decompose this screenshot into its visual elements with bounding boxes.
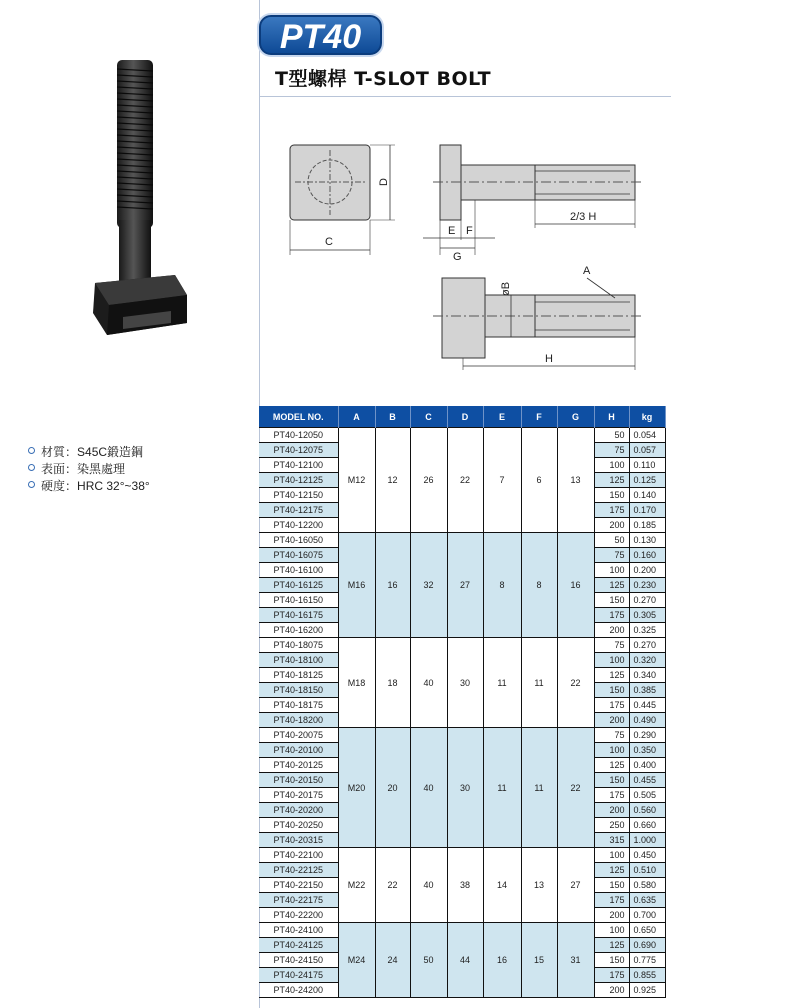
weight-kg-cell: 0.445 bbox=[629, 698, 665, 713]
model-no-cell: PT40-20150 bbox=[259, 773, 338, 788]
dim-h-cell: 315 bbox=[594, 833, 629, 848]
model-no-cell: PT40-24125 bbox=[259, 938, 338, 953]
model-no-cell: PT40-20075 bbox=[259, 728, 338, 743]
model-no-cell: PT40-16075 bbox=[259, 548, 338, 563]
dim-c-cell: 26 bbox=[410, 428, 447, 533]
weight-kg-cell: 0.650 bbox=[629, 923, 665, 938]
dim-g-cell: 16 bbox=[557, 533, 594, 638]
weight-kg-cell: 0.140 bbox=[629, 488, 665, 503]
page-title: T型螺桿 T-SLOT BOLT bbox=[275, 68, 492, 90]
dim-f-cell: 15 bbox=[521, 923, 557, 998]
col-header: kg bbox=[629, 406, 665, 428]
col-header: H bbox=[594, 406, 629, 428]
dim-g-cell: 27 bbox=[557, 848, 594, 923]
dim-d-cell: 22 bbox=[447, 428, 483, 533]
dim-h-cell: 150 bbox=[594, 953, 629, 968]
dim-h-cell: 75 bbox=[594, 638, 629, 653]
dim-h-cell: 50 bbox=[594, 428, 629, 443]
model-no-cell: PT40-12075 bbox=[259, 443, 338, 458]
dim-g-cell: 22 bbox=[557, 728, 594, 848]
dim-g-cell: 31 bbox=[557, 923, 594, 998]
weight-kg-cell: 0.290 bbox=[629, 728, 665, 743]
dim-b-cell: 24 bbox=[375, 923, 410, 998]
product-code-badge: PT40 bbox=[259, 15, 382, 55]
model-no-cell: PT40-22125 bbox=[259, 863, 338, 878]
weight-kg-cell: 0.185 bbox=[629, 518, 665, 533]
dim-b-cell: 12 bbox=[375, 428, 410, 533]
dim-h-cell: 125 bbox=[594, 863, 629, 878]
divider-horizontal bbox=[259, 96, 671, 97]
model-no-cell: PT40-18075 bbox=[259, 638, 338, 653]
dim-d-cell: 38 bbox=[447, 848, 483, 923]
label-a: A bbox=[583, 265, 591, 277]
weight-kg-cell: 0.057 bbox=[629, 443, 665, 458]
weight-kg-cell: 0.054 bbox=[629, 428, 665, 443]
model-no-cell: PT40-16125 bbox=[259, 578, 338, 593]
label-two-thirds-h: 2/3 H bbox=[570, 211, 597, 223]
dim-h-cell: 100 bbox=[594, 458, 629, 473]
dim-e-cell: 7 bbox=[483, 428, 521, 533]
dim-g-cell: 22 bbox=[557, 638, 594, 728]
dim-h-cell: 200 bbox=[594, 803, 629, 818]
dim-a-cell: M12 bbox=[338, 428, 375, 533]
spec-table bbox=[259, 406, 666, 998]
weight-kg-cell: 0.775 bbox=[629, 953, 665, 968]
model-no-cell: PT40-24175 bbox=[259, 968, 338, 983]
table-row bbox=[259, 638, 665, 653]
model-no-cell: PT40-22200 bbox=[259, 908, 338, 923]
col-header: MODEL NO. bbox=[259, 406, 338, 428]
dim-b-cell: 22 bbox=[375, 848, 410, 923]
dim-h-cell: 125 bbox=[594, 578, 629, 593]
model-no-cell: PT40-18150 bbox=[259, 683, 338, 698]
dim-d-cell: 30 bbox=[447, 638, 483, 728]
dim-h-cell: 100 bbox=[594, 563, 629, 578]
bullet-icon bbox=[28, 447, 35, 454]
model-no-cell: PT40-16100 bbox=[259, 563, 338, 578]
model-no-cell: PT40-18175 bbox=[259, 698, 338, 713]
weight-kg-cell: 0.325 bbox=[629, 623, 665, 638]
model-no-cell: PT40-12050 bbox=[259, 428, 338, 443]
spec-surface: 表面：染黑處理 bbox=[28, 461, 150, 478]
weight-kg-cell: 0.110 bbox=[629, 458, 665, 473]
dim-f-cell: 11 bbox=[521, 638, 557, 728]
dim-c-cell: 32 bbox=[410, 533, 447, 638]
weight-kg-cell: 0.450 bbox=[629, 848, 665, 863]
dim-h-cell: 100 bbox=[594, 653, 629, 668]
dim-h-cell: 200 bbox=[594, 713, 629, 728]
weight-kg-cell: 0.510 bbox=[629, 863, 665, 878]
label-e: E bbox=[448, 225, 456, 237]
label-h: H bbox=[545, 353, 553, 365]
model-no-cell: PT40-20200 bbox=[259, 803, 338, 818]
weight-kg-cell: 0.350 bbox=[629, 743, 665, 758]
model-no-cell: PT40-20125 bbox=[259, 758, 338, 773]
spec-material: 材質：S45C鍛造鋼 bbox=[28, 444, 150, 461]
weight-kg-cell: 0.305 bbox=[629, 608, 665, 623]
label-g: G bbox=[453, 251, 462, 263]
model-no-cell: PT40-20250 bbox=[259, 818, 338, 833]
dim-d-cell: 30 bbox=[447, 728, 483, 848]
weight-kg-cell: 0.170 bbox=[629, 503, 665, 518]
model-no-cell: PT40-12175 bbox=[259, 503, 338, 518]
weight-kg-cell: 1.000 bbox=[629, 833, 665, 848]
weight-kg-cell: 0.455 bbox=[629, 773, 665, 788]
label-d: D bbox=[378, 178, 390, 186]
dim-c-cell: 50 bbox=[410, 923, 447, 998]
col-header: C bbox=[410, 406, 447, 428]
dim-c-cell: 40 bbox=[410, 728, 447, 848]
model-no-cell: PT40-20315 bbox=[259, 833, 338, 848]
technical-drawing bbox=[265, 130, 665, 380]
material-specs bbox=[28, 444, 150, 495]
dim-h-cell: 50 bbox=[594, 533, 629, 548]
model-no-cell: PT40-16150 bbox=[259, 593, 338, 608]
dim-e-cell: 14 bbox=[483, 848, 521, 923]
dim-h-cell: 175 bbox=[594, 698, 629, 713]
col-header: B bbox=[375, 406, 410, 428]
dim-f-cell: 13 bbox=[521, 848, 557, 923]
col-header: A bbox=[338, 406, 375, 428]
dim-h-cell: 100 bbox=[594, 848, 629, 863]
dim-h-cell: 150 bbox=[594, 878, 629, 893]
dim-e-cell: 8 bbox=[483, 533, 521, 638]
model-no-cell: PT40-12200 bbox=[259, 518, 338, 533]
weight-kg-cell: 0.125 bbox=[629, 473, 665, 488]
table-row bbox=[259, 428, 665, 443]
dim-h-cell: 100 bbox=[594, 923, 629, 938]
dim-h-cell: 150 bbox=[594, 593, 629, 608]
dim-a-cell: M22 bbox=[338, 848, 375, 923]
t-slot-bolt-photo bbox=[75, 55, 205, 355]
model-no-cell: PT40-16200 bbox=[259, 623, 338, 638]
model-no-cell: PT40-22175 bbox=[259, 893, 338, 908]
dim-e-cell: 16 bbox=[483, 923, 521, 998]
model-no-cell: PT40-22150 bbox=[259, 878, 338, 893]
model-no-cell: PT40-18200 bbox=[259, 713, 338, 728]
dim-h-cell: 200 bbox=[594, 518, 629, 533]
col-header: G bbox=[557, 406, 594, 428]
model-no-cell: PT40-12100 bbox=[259, 458, 338, 473]
model-no-cell: PT40-12125 bbox=[259, 473, 338, 488]
dim-f-cell: 11 bbox=[521, 728, 557, 848]
dim-b-cell: 18 bbox=[375, 638, 410, 728]
table-row bbox=[259, 848, 665, 863]
model-no-cell: PT40-18100 bbox=[259, 653, 338, 668]
weight-kg-cell: 0.270 bbox=[629, 638, 665, 653]
dim-h-cell: 75 bbox=[594, 443, 629, 458]
model-no-cell: PT40-24150 bbox=[259, 953, 338, 968]
dim-h-cell: 175 bbox=[594, 788, 629, 803]
weight-kg-cell: 0.925 bbox=[629, 983, 665, 998]
dim-h-cell: 150 bbox=[594, 683, 629, 698]
dim-h-cell: 125 bbox=[594, 758, 629, 773]
col-header: D bbox=[447, 406, 483, 428]
dim-h-cell: 125 bbox=[594, 668, 629, 683]
dim-b-cell: 20 bbox=[375, 728, 410, 848]
weight-kg-cell: 0.660 bbox=[629, 818, 665, 833]
dim-h-cell: 175 bbox=[594, 503, 629, 518]
model-no-cell: PT40-20100 bbox=[259, 743, 338, 758]
label-f: F bbox=[466, 225, 473, 237]
weight-kg-cell: 0.635 bbox=[629, 893, 665, 908]
dim-c-cell: 40 bbox=[410, 638, 447, 728]
dim-a-cell: M24 bbox=[338, 923, 375, 998]
col-header: F bbox=[521, 406, 557, 428]
dim-h-cell: 150 bbox=[594, 488, 629, 503]
weight-kg-cell: 0.340 bbox=[629, 668, 665, 683]
dim-h-cell: 175 bbox=[594, 608, 629, 623]
dim-h-cell: 175 bbox=[594, 968, 629, 983]
table-row bbox=[259, 923, 665, 938]
weight-kg-cell: 0.560 bbox=[629, 803, 665, 818]
weight-kg-cell: 0.230 bbox=[629, 578, 665, 593]
dim-h-cell: 100 bbox=[594, 743, 629, 758]
weight-kg-cell: 0.130 bbox=[629, 533, 665, 548]
model-no-cell: PT40-20175 bbox=[259, 788, 338, 803]
weight-kg-cell: 0.400 bbox=[629, 758, 665, 773]
dim-a-cell: M18 bbox=[338, 638, 375, 728]
dim-a-cell: M20 bbox=[338, 728, 375, 848]
dim-h-cell: 125 bbox=[594, 473, 629, 488]
weight-kg-cell: 0.580 bbox=[629, 878, 665, 893]
table-row bbox=[259, 728, 665, 743]
bullet-icon bbox=[28, 481, 35, 488]
dim-b-cell: 16 bbox=[375, 533, 410, 638]
dim-h-cell: 200 bbox=[594, 983, 629, 998]
weight-kg-cell: 0.700 bbox=[629, 908, 665, 923]
dim-h-cell: 200 bbox=[594, 908, 629, 923]
weight-kg-cell: 0.490 bbox=[629, 713, 665, 728]
dim-h-cell: 75 bbox=[594, 728, 629, 743]
model-no-cell: PT40-12150 bbox=[259, 488, 338, 503]
bullet-icon bbox=[28, 464, 35, 471]
weight-kg-cell: 0.505 bbox=[629, 788, 665, 803]
dim-h-cell: 250 bbox=[594, 818, 629, 833]
label-diameter-b: øB bbox=[500, 281, 512, 296]
dim-h-cell: 175 bbox=[594, 893, 629, 908]
label-c: C bbox=[325, 236, 333, 248]
table-row bbox=[259, 533, 665, 548]
dim-h-cell: 150 bbox=[594, 773, 629, 788]
model-no-cell: PT40-22100 bbox=[259, 848, 338, 863]
table-header-row bbox=[259, 406, 665, 428]
table-body bbox=[259, 428, 665, 998]
dim-f-cell: 6 bbox=[521, 428, 557, 533]
weight-kg-cell: 0.690 bbox=[629, 938, 665, 953]
col-header: E bbox=[483, 406, 521, 428]
weight-kg-cell: 0.200 bbox=[629, 563, 665, 578]
dim-c-cell: 40 bbox=[410, 848, 447, 923]
dim-g-cell: 13 bbox=[557, 428, 594, 533]
model-no-cell: PT40-24100 bbox=[259, 923, 338, 938]
model-no-cell: PT40-16050 bbox=[259, 533, 338, 548]
dim-h-cell: 125 bbox=[594, 938, 629, 953]
dim-d-cell: 27 bbox=[447, 533, 483, 638]
model-no-cell: PT40-16175 bbox=[259, 608, 338, 623]
weight-kg-cell: 0.160 bbox=[629, 548, 665, 563]
dim-d-cell: 44 bbox=[447, 923, 483, 998]
model-no-cell: PT40-24200 bbox=[259, 983, 338, 998]
dim-e-cell: 11 bbox=[483, 728, 521, 848]
spec-hardness: 硬度：HRC 32°~38° bbox=[28, 478, 150, 495]
weight-kg-cell: 0.320 bbox=[629, 653, 665, 668]
weight-kg-cell: 0.270 bbox=[629, 593, 665, 608]
model-no-cell: PT40-18125 bbox=[259, 668, 338, 683]
dim-a-cell: M16 bbox=[338, 533, 375, 638]
dim-h-cell: 200 bbox=[594, 623, 629, 638]
dim-f-cell: 8 bbox=[521, 533, 557, 638]
dim-e-cell: 11 bbox=[483, 638, 521, 728]
weight-kg-cell: 0.855 bbox=[629, 968, 665, 983]
weight-kg-cell: 0.385 bbox=[629, 683, 665, 698]
dim-h-cell: 75 bbox=[594, 548, 629, 563]
